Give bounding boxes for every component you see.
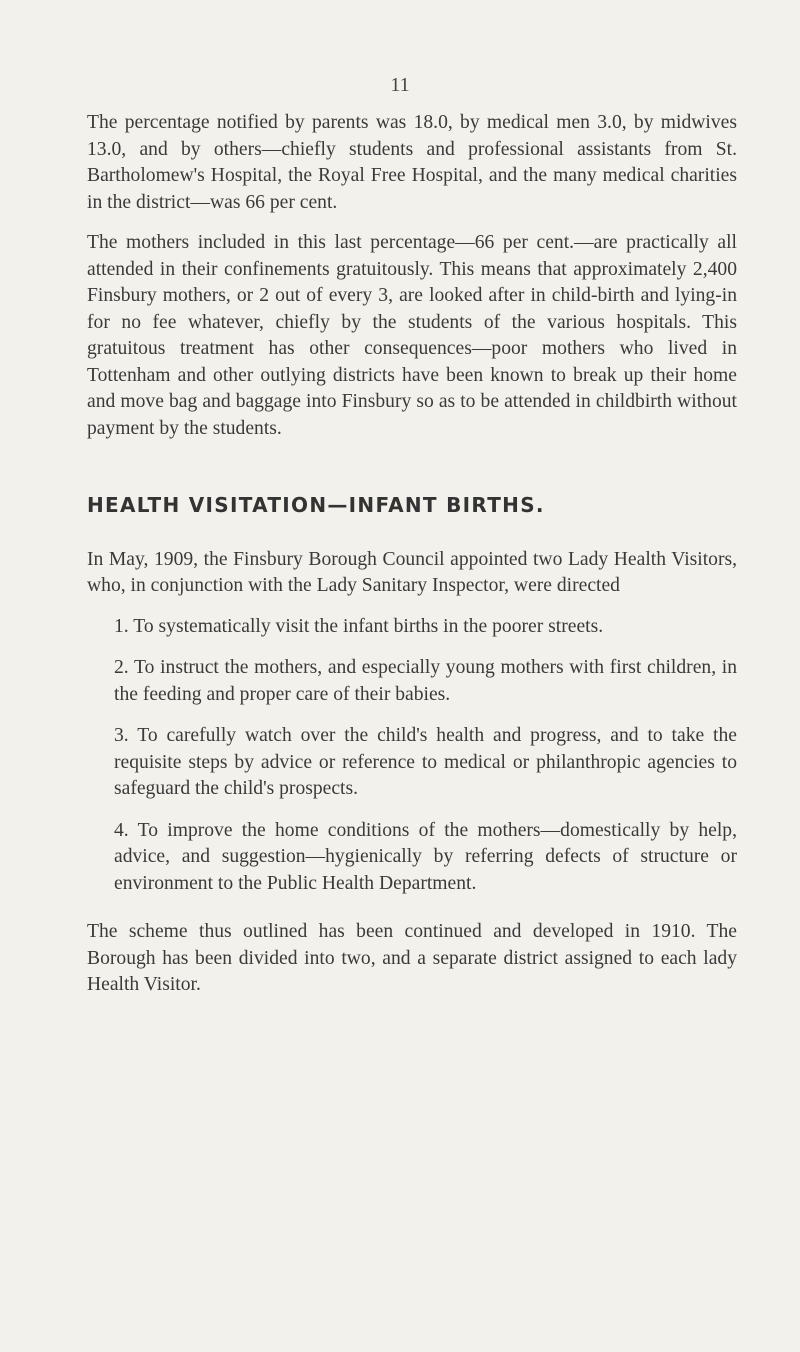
page-number: 11	[390, 74, 410, 96]
paragraph-notification-percentages: The percentage notified by parents was 18.0, by medical men 3.0, by midwives 13.0, and by others—chiefly students and professional assistants from St. Bartholomew's Hospital, the Royal Free Hospital, and the many medical charities in the district—was 66 per cent.	[87, 112, 737, 213]
section-intro: In May, 1909, the Finsbury Borough Council appointed two Lady Health Visitors, who, in conjunction with the Lady Sanitary Inspector, were directed	[87, 548, 737, 596]
list-item-text: To carefully watch over the child's health and progress, and to take the requisite steps by advice or reference to medical or philanthropic agencies to safeguard the child's prospects.	[114, 725, 737, 799]
list-item	[87, 723, 737, 803]
list-item-number: 4.	[114, 819, 129, 841]
list-item	[87, 614, 737, 641]
list-item-number: 2.	[114, 657, 129, 678]
list-item-number: 3.	[114, 725, 129, 746]
duties-list	[87, 614, 737, 898]
page-body	[87, 110, 737, 999]
paragraph-gratuitous-attendance: The mothers included in this last percentage—66 per cent.—are practically all attended in their confinements gratuitously. This means that approximately 2,400 Finsbury mothers, or 2 out of every 3, are looked after in child-birth and lying-in for no fee whatever, chiefly by the students of the various hospitals. This gratuitous treatment has other consequences—poor mothers who lived in Tottenham and other outlying districts have been known to break up their home and move bag and baggage into Finsbury so as to be attended in childbirth without payment by the students.	[87, 232, 737, 439]
list-item	[87, 655, 737, 708]
list-item-text: To systematically visit the infant births in the poorer streets.	[133, 615, 604, 637]
section-heading: HEALTH VISITATION—INFANT BIRTHS.	[87, 493, 545, 517]
list-item-number: 1.	[114, 615, 129, 637]
list-item-text: To instruct the mothers, and especially young mothers with first children, in the feeding and proper care of their babies.	[114, 657, 738, 705]
list-item-text: To improve the home conditions of the mothers—domestically by help, advice, and suggestion—hygienically by referring defects of structure or environment to the Public Health Department.	[114, 819, 737, 894]
closing-paragraph: The scheme thus outlined has been continued and developed in 1910. The Borough has been divided into two, and a separate district assigned to each lady Health Visitor.	[87, 921, 737, 995]
list-item	[87, 818, 737, 898]
